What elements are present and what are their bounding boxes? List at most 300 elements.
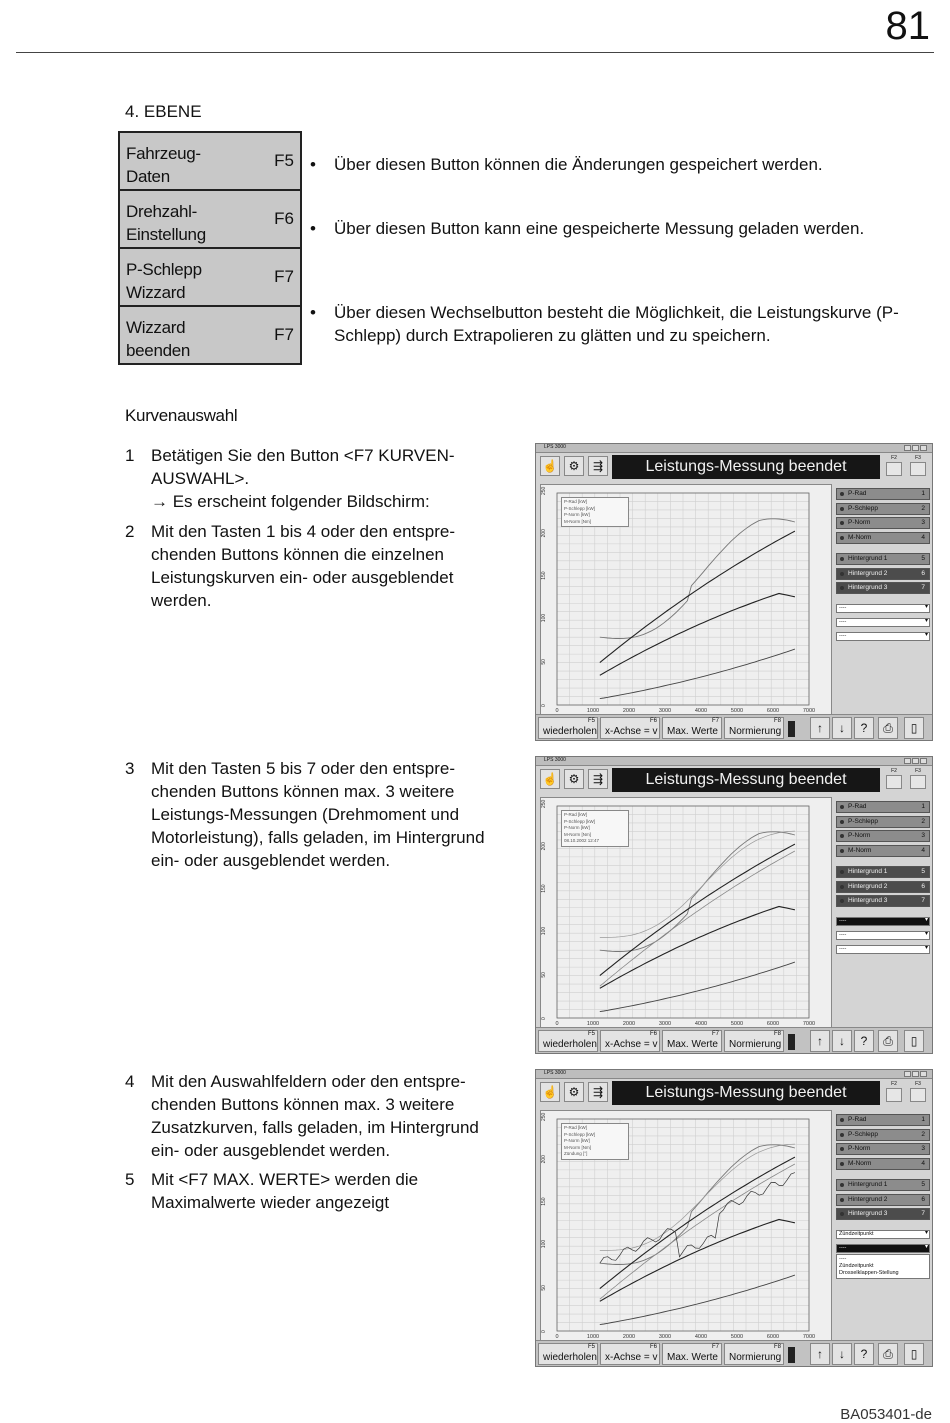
curve-button-m-norm[interactable]	[836, 845, 930, 857]
toggle-icon	[886, 462, 902, 476]
step-number: 2	[125, 522, 135, 541]
y-tick-label: 250	[541, 799, 547, 808]
curve-button-key: 3	[921, 1145, 925, 1152]
bottom-button-f8[interactable]	[724, 1030, 784, 1052]
curve-button-key: 4	[921, 1159, 925, 1167]
curve-button-key: 2	[921, 817, 925, 825]
background-button-label: Hintergrund 3	[848, 584, 888, 591]
step-text: Mit den Tasten 5 bis 7 oder den entspre- chenden Buttons können max. 3 weitere Leistungs-Messungen (Drehmoment und Motorleistung), falls geladen, im Hintergrund ein- oder ausgeblendet werden.	[151, 759, 485, 870]
dropdown-option[interactable]: Drosselklappen-Stellung	[839, 1269, 899, 1276]
x-tick-label: 2000	[622, 708, 636, 714]
select-value: ----	[839, 931, 847, 938]
curve-panel	[836, 1114, 930, 1279]
p-schlepp-curve	[600, 1275, 795, 1325]
background-button-1[interactable]	[836, 1179, 930, 1191]
toggle-icon	[910, 462, 926, 476]
curve-button-key: 4	[921, 846, 925, 854]
fkey-code: F6	[274, 209, 294, 228]
select-value: ----	[839, 604, 847, 611]
bottom-button-key: F7	[711, 1031, 719, 1037]
curve-button-label: P-Norm	[848, 832, 871, 839]
fkey-button-wizzard-beenden[interactable]	[118, 305, 302, 365]
fkey-top-3[interactable]	[908, 1081, 928, 1102]
cursor-up-icon[interactable]: ↑	[810, 1030, 830, 1052]
legend-item: M-Norm [Nm]	[564, 831, 591, 837]
background-button-label: Hintergrund 1	[848, 555, 888, 562]
x-tick-label: 7000	[802, 708, 816, 714]
power-chart	[540, 484, 832, 732]
p-norm-curve	[600, 1157, 795, 1289]
spacer	[836, 859, 930, 866]
fkey-top-label: F2	[891, 1081, 897, 1087]
curve-button-label: M-Norm	[848, 1159, 872, 1167]
exit-icon[interactable]: ▯	[904, 717, 924, 739]
screenshot-background-curves	[535, 756, 933, 1054]
curve-button-key: 1	[921, 1116, 925, 1123]
curve-button-p-norm[interactable]	[836, 1143, 930, 1155]
screenshot-additional-curves	[535, 1069, 933, 1367]
fkey-button-drehzahl-einstellung[interactable]	[118, 189, 302, 249]
maximize-button[interactable]	[912, 1071, 919, 1077]
bottom-button-key: F6	[649, 718, 657, 724]
fkey-label: P-Schlepp Wizzard	[126, 260, 202, 302]
chevron-down-icon: ▾	[924, 930, 928, 937]
select-value: Zündzeitpunkt	[839, 1230, 874, 1237]
m-norm-curve	[600, 1145, 795, 1265]
x-tick-label: 1000	[586, 1021, 600, 1027]
maximize-button[interactable]	[912, 758, 919, 764]
window-title: LPS 3000	[544, 444, 566, 450]
exit-icon[interactable]: ▯	[904, 1030, 924, 1052]
fkey-top-2[interactable]	[884, 455, 904, 476]
fkey-top-label: F3	[915, 1081, 921, 1087]
curve-button-label: P-Schlepp	[848, 1130, 878, 1138]
fkey-top-3[interactable]	[908, 768, 928, 789]
curve-button-label: P-Rad	[848, 490, 867, 497]
fkey-button-fahrzeug-daten[interactable]	[118, 131, 302, 191]
legend-item: P-Schlepp [kW]	[564, 1131, 596, 1137]
bottom-button-f7[interactable]	[662, 717, 722, 739]
cursor-down-icon[interactable]: ↓	[832, 1030, 852, 1052]
status-banner: Leistungs-Messung beendet	[612, 768, 880, 792]
fkey-top-label: F2	[891, 455, 897, 461]
chevron-down-icon: ▾	[924, 1243, 928, 1250]
chevron-down-icon: ▾	[924, 1229, 928, 1236]
p-schlepp-curve	[600, 649, 795, 699]
spacer	[836, 597, 930, 604]
curve-button-p-rad[interactable]	[836, 488, 930, 500]
dropdown-list	[836, 1254, 930, 1279]
legend-item: Zündung [°]	[564, 1151, 588, 1156]
x-tick-label: 3000	[658, 1334, 672, 1340]
x-tick-label: 3000	[658, 708, 672, 714]
chevron-down-icon: ▾	[924, 944, 928, 951]
step-number: 5	[125, 1170, 135, 1189]
select-value: ----	[839, 618, 847, 625]
status-banner: Leistungs-Messung beendet	[612, 1081, 880, 1105]
y-tick-label: 100	[541, 1239, 547, 1249]
curve-button-label: P-Rad	[848, 1116, 867, 1123]
background-button-key: 6	[921, 569, 925, 577]
bottom-button-label: Max. Werte	[667, 1352, 718, 1363]
indicator	[788, 1347, 795, 1363]
status-banner: Leistungs-Messung beendet	[612, 455, 880, 479]
y-tick-label: 0	[541, 1330, 547, 1333]
legend-item: P-Norm [kW]	[564, 512, 590, 517]
bottom-button-key: F7	[711, 718, 719, 724]
background-button-key: 6	[921, 1195, 925, 1203]
curve-button-key: 2	[921, 1130, 925, 1138]
p-rad-curve	[600, 907, 795, 989]
curve-button-m-norm[interactable]	[836, 1158, 930, 1170]
description-text: Über diesen Button kann eine gespeicherte Messung geladen werden.	[334, 219, 865, 238]
toggle-icon	[886, 1088, 902, 1102]
description-text: Über diesen Wechselbutton besteht die Möglichkeit, die Leistungskurve (P-Schlepp) durch Extrapolieren zu glätten und zu speichern.	[334, 303, 899, 345]
close-button[interactable]	[920, 445, 927, 451]
background-button-label: Hintergrund 3	[848, 897, 888, 904]
chart-legend	[561, 810, 629, 847]
window-title: LPS 3000	[544, 1070, 566, 1076]
car-icon[interactable]: ⇶	[588, 456, 608, 476]
toggle-icon	[910, 1088, 926, 1102]
legend-item: P-Rad [kW]	[564, 499, 588, 504]
close-button[interactable]	[920, 1071, 927, 1077]
step-number: 3	[125, 759, 135, 778]
additional-curve-select-1[interactable]	[836, 1230, 930, 1239]
power-chart	[540, 797, 832, 1045]
dropdown-option[interactable]: ----	[839, 1255, 847, 1262]
cursor-down-icon[interactable]: ↓	[832, 1343, 852, 1365]
additional-curve-select-3[interactable]	[836, 945, 930, 954]
curve-button-label: P-Norm	[848, 519, 871, 526]
bullet-icon: •	[310, 219, 316, 238]
spacer	[836, 910, 930, 917]
curve-button-p-norm[interactable]	[836, 830, 930, 842]
curve-button-p-rad[interactable]	[836, 1114, 930, 1126]
hand-icon[interactable]: ☝	[540, 456, 560, 476]
close-button[interactable]	[920, 758, 927, 764]
indicator	[788, 1034, 795, 1050]
help-icon[interactable]: ?	[854, 717, 874, 739]
spacer	[836, 1172, 930, 1179]
bottom-toolbar	[536, 1027, 932, 1054]
maximize-button[interactable]	[912, 445, 919, 451]
background-button-label: Hintergrund 2	[848, 882, 888, 890]
step-text: Mit <F7 MAX. WERTE> werden die Maximalwerte wieder angezeigt	[151, 1170, 419, 1212]
y-tick-label: 150	[541, 571, 547, 580]
bottom-button-key: F8	[773, 1031, 781, 1037]
background-button-key: 7	[921, 897, 925, 904]
curve-button-p-schlepp[interactable]	[836, 816, 930, 828]
x-tick-label: 1000	[586, 1334, 600, 1340]
y-tick-label: 100	[541, 613, 547, 623]
bottom-button-label: wiederholen	[543, 1352, 597, 1363]
background-button-1[interactable]	[836, 866, 930, 878]
bottom-button-f7[interactable]	[662, 1030, 722, 1052]
x-tick-label: 2000	[622, 1021, 636, 1027]
bottom-button-f8[interactable]	[724, 1343, 784, 1365]
chart-legend	[561, 497, 629, 527]
engine-icon[interactable]: ⚙	[564, 769, 584, 789]
bottom-button-label: Normierung	[729, 1039, 782, 1050]
bottom-button-key: F5	[587, 1031, 595, 1037]
background-button-2[interactable]	[836, 1194, 930, 1206]
bottom-button-f6[interactable]	[600, 717, 660, 739]
bottom-toolbar	[536, 1340, 932, 1367]
y-tick-label: 200	[541, 529, 547, 538]
bottom-button-label: Normierung	[729, 726, 782, 737]
background-button-3[interactable]	[836, 895, 930, 907]
background-button-label: Hintergrund 3	[848, 1210, 888, 1217]
bottom-button-f8[interactable]	[724, 717, 784, 739]
toggle-icon	[886, 775, 902, 789]
p-norm-curve	[600, 531, 795, 663]
curve-button-key: 3	[921, 832, 925, 839]
bottom-button-f5[interactable]	[538, 1343, 598, 1365]
fkey-top-label: F3	[915, 455, 921, 461]
car-icon[interactable]: ⇶	[588, 769, 608, 789]
hand-icon[interactable]: ☝	[540, 769, 560, 789]
background-button-2[interactable]	[836, 568, 930, 580]
window-title-bar	[536, 444, 932, 453]
curve-button-p-schlepp[interactable]	[836, 1129, 930, 1141]
x-tick-label: 4000	[694, 708, 708, 714]
chevron-down-icon: ▾	[924, 916, 928, 923]
legend-item: P-Rad [kW]	[564, 812, 588, 817]
y-tick-label: 50	[541, 659, 547, 665]
chevron-down-icon: ▾	[924, 617, 928, 624]
bottom-button-label: Max. Werte	[667, 1039, 718, 1050]
help-icon[interactable]: ?	[854, 1343, 874, 1365]
x-tick-label: 2000	[622, 1334, 636, 1340]
additional-curve-select-2[interactable]	[836, 931, 930, 940]
x-tick-label: 6000	[766, 1334, 780, 1340]
curve-button-key: 3	[921, 519, 925, 526]
bullet-icon: •	[310, 155, 316, 174]
curve-panel	[836, 801, 930, 959]
background-button-key: 5	[921, 1181, 925, 1188]
x-tick-label: 0	[555, 1021, 559, 1027]
engine-icon[interactable]: ⚙	[564, 1082, 584, 1102]
y-tick-label: 100	[541, 926, 547, 936]
step-text: Mit den Auswahlfeldern oder den entspre- chenden Buttons können max. 3 weitere Zusatzkurven, falls geladen, im Hintergrund ein- oder ausgeblendet werden.	[151, 1072, 479, 1160]
bottom-button-label: Max. Werte	[667, 726, 718, 737]
background-power-curve	[600, 1164, 795, 1299]
additional-curve-select-2[interactable]	[836, 1244, 930, 1253]
exit-icon[interactable]: ▯	[904, 1343, 924, 1365]
curve-button-key: 2	[921, 504, 925, 512]
p-rad-curve	[600, 1220, 795, 1302]
cursor-down-icon[interactable]: ↓	[832, 717, 852, 739]
additional-curve-select-1[interactable]	[836, 917, 930, 926]
y-tick-label: 250	[541, 486, 547, 495]
fkey-code: F5	[274, 151, 294, 170]
x-tick-label: 5000	[730, 1334, 744, 1340]
curve-button-label: M-Norm	[848, 846, 872, 854]
background-button-3[interactable]	[836, 582, 930, 594]
background-button-1[interactable]	[836, 553, 930, 565]
x-tick-label: 0	[555, 708, 559, 714]
curve-button-p-norm[interactable]	[836, 517, 930, 529]
spacer	[836, 1223, 930, 1230]
spacer	[836, 546, 930, 553]
fkey-code: F7	[274, 267, 294, 286]
bottom-button-label: Normierung	[729, 1352, 782, 1363]
fkey-label: Wizzard beenden	[126, 318, 191, 360]
x-tick-label: 7000	[802, 1334, 816, 1340]
zuendung-curve	[600, 1173, 795, 1264]
background-power-curve	[600, 851, 795, 986]
y-tick-label: 150	[541, 1197, 547, 1206]
print-icon[interactable]: ⎙	[878, 1030, 898, 1052]
chevron-down-icon: ▾	[924, 631, 928, 638]
legend-item: P-Norm [kW]	[564, 825, 590, 830]
legend-item: P-Schlepp [kW]	[564, 505, 596, 511]
window-title-bar	[536, 757, 932, 766]
legend-item: P-Schlepp [kW]	[564, 818, 596, 824]
toggle-icon	[910, 775, 926, 789]
cursor-up-icon[interactable]: ↑	[810, 717, 830, 739]
legend-item: M-Norm [Nm]	[564, 518, 591, 524]
bottom-button-f6[interactable]	[600, 1343, 660, 1365]
screenshot-curve-selection	[535, 443, 933, 741]
power-chart	[540, 1110, 832, 1358]
bottom-button-f6[interactable]	[600, 1030, 660, 1052]
bottom-button-key: F8	[773, 1344, 781, 1350]
x-tick-label: 1000	[586, 708, 600, 714]
curve-panel	[836, 488, 930, 646]
chevron-down-icon: ▾	[924, 603, 928, 610]
m-norm-curve	[600, 519, 795, 639]
p-schlepp-curve	[600, 962, 795, 1012]
fkey-top-2[interactable]	[884, 768, 904, 789]
document-code: BA053401-de	[840, 1406, 932, 1423]
bottom-button-label: wiederholen	[543, 1039, 597, 1050]
select-value: ----	[839, 945, 847, 952]
bottom-button-f5[interactable]	[538, 1030, 598, 1052]
additional-curve-select-2[interactable]	[836, 618, 930, 627]
minimize-button[interactable]	[904, 1071, 911, 1077]
background-button-key: 7	[921, 1210, 925, 1217]
window-title-bar	[536, 1070, 932, 1079]
bottom-button-key: F5	[587, 718, 595, 724]
bottom-button-f5[interactable]	[538, 717, 598, 739]
additional-curve-select-3[interactable]	[836, 632, 930, 641]
bullet-icon: •	[310, 303, 316, 322]
help-icon[interactable]: ?	[854, 1030, 874, 1052]
section-title: 4. EBENE	[125, 102, 202, 121]
step-text: Betätigen Sie den Button <F7 KURVEN- AUSWAHL>. → Es erscheint folgender Bildschirm:	[151, 446, 455, 511]
x-tick-label: 4000	[694, 1334, 708, 1340]
fkey-code: F7	[274, 325, 294, 344]
fkey-button-p-schlepp-wizzard[interactable]	[118, 247, 302, 307]
minimize-button[interactable]	[904, 758, 911, 764]
y-tick-label: 0	[541, 704, 547, 707]
print-icon[interactable]: ⎙	[878, 1343, 898, 1365]
fkey-top-2[interactable]	[884, 1081, 904, 1102]
background-button-label: Hintergrund 1	[848, 1181, 888, 1188]
additional-curve-select-1[interactable]	[836, 604, 930, 613]
y-tick-label: 150	[541, 884, 547, 893]
curve-button-key: 1	[921, 803, 925, 810]
p-rad-curve	[600, 594, 795, 676]
y-tick-label: 50	[541, 1285, 547, 1291]
minimize-button[interactable]	[904, 445, 911, 451]
fkey-label: Drehzahl- Einstellung	[126, 202, 206, 244]
curve-button-label: P-Rad	[848, 803, 867, 810]
chart-legend	[561, 1123, 629, 1160]
step-number: 4	[125, 1072, 135, 1091]
x-tick-label: 6000	[766, 708, 780, 714]
curve-button-key: 4	[921, 533, 925, 541]
print-icon[interactable]: ⎙	[878, 717, 898, 739]
bottom-button-key: F5	[587, 1344, 595, 1350]
bottom-button-label: x-Achse = v	[605, 1352, 658, 1363]
y-tick-label: 200	[541, 1155, 547, 1164]
x-tick-label: 5000	[730, 1021, 744, 1027]
curve-button-label: M-Norm	[848, 533, 872, 541]
curve-button-label: P-Schlepp	[848, 817, 878, 825]
engine-icon[interactable]: ⚙	[564, 456, 584, 476]
background-button-3[interactable]	[836, 1208, 930, 1220]
bottom-button-key: F6	[649, 1031, 657, 1037]
window-title: LPS 3000	[544, 757, 566, 763]
background-button-2[interactable]	[836, 881, 930, 893]
curve-button-p-rad[interactable]	[836, 801, 930, 813]
bottom-button-key: F8	[773, 718, 781, 724]
hand-icon[interactable]: ☝	[540, 1082, 560, 1102]
curve-button-label: P-Norm	[848, 1145, 871, 1152]
background-button-key: 5	[921, 555, 925, 562]
background-button-label: Hintergrund 2	[848, 1195, 888, 1203]
background-button-key: 6	[921, 882, 925, 890]
select-value: ----	[839, 1244, 847, 1251]
background-button-label: Hintergrund 1	[848, 868, 888, 875]
curve-button-p-schlepp[interactable]	[836, 503, 930, 515]
x-tick-label: 3000	[658, 1021, 672, 1027]
step-number: 1	[125, 446, 135, 465]
fkey-top-3[interactable]	[908, 455, 928, 476]
car-icon[interactable]: ⇶	[588, 1082, 608, 1102]
p-norm-curve	[600, 844, 795, 976]
legend-item: P-Norm [kW]	[564, 1138, 590, 1143]
curve-button-m-norm[interactable]	[836, 532, 930, 544]
background-button-key: 7	[921, 584, 925, 591]
dropdown-option[interactable]: Zündzeitpunkt	[839, 1262, 874, 1269]
fkey-label: Fahrzeug- Daten	[126, 144, 201, 186]
legend-item: M-Norm [Nm]	[564, 1144, 591, 1150]
bottom-button-label: x-Achse = v	[605, 1039, 658, 1050]
page-number: 81	[885, 4, 930, 48]
fkey-top-label: F2	[891, 768, 897, 774]
cursor-up-icon[interactable]: ↑	[810, 1343, 830, 1365]
y-tick-label: 50	[541, 972, 547, 978]
m-norm-curve	[600, 832, 795, 952]
background-button-label: Hintergrund 2	[848, 569, 888, 577]
background-torque-curve	[600, 831, 795, 937]
bottom-button-f7[interactable]	[662, 1343, 722, 1365]
background-torque-curve	[600, 1144, 795, 1250]
bottom-button-label: x-Achse = v	[605, 726, 658, 737]
bottom-toolbar	[536, 714, 932, 741]
y-tick-label: 0	[541, 1017, 547, 1020]
bottom-button-key: F6	[649, 1344, 657, 1350]
legend-item: P-Rad [kW]	[564, 1125, 588, 1130]
header-rule	[16, 52, 934, 53]
y-tick-label: 200	[541, 842, 547, 851]
curve-button-label: P-Schlepp	[848, 504, 878, 512]
curve-button-key: 1	[921, 490, 925, 497]
